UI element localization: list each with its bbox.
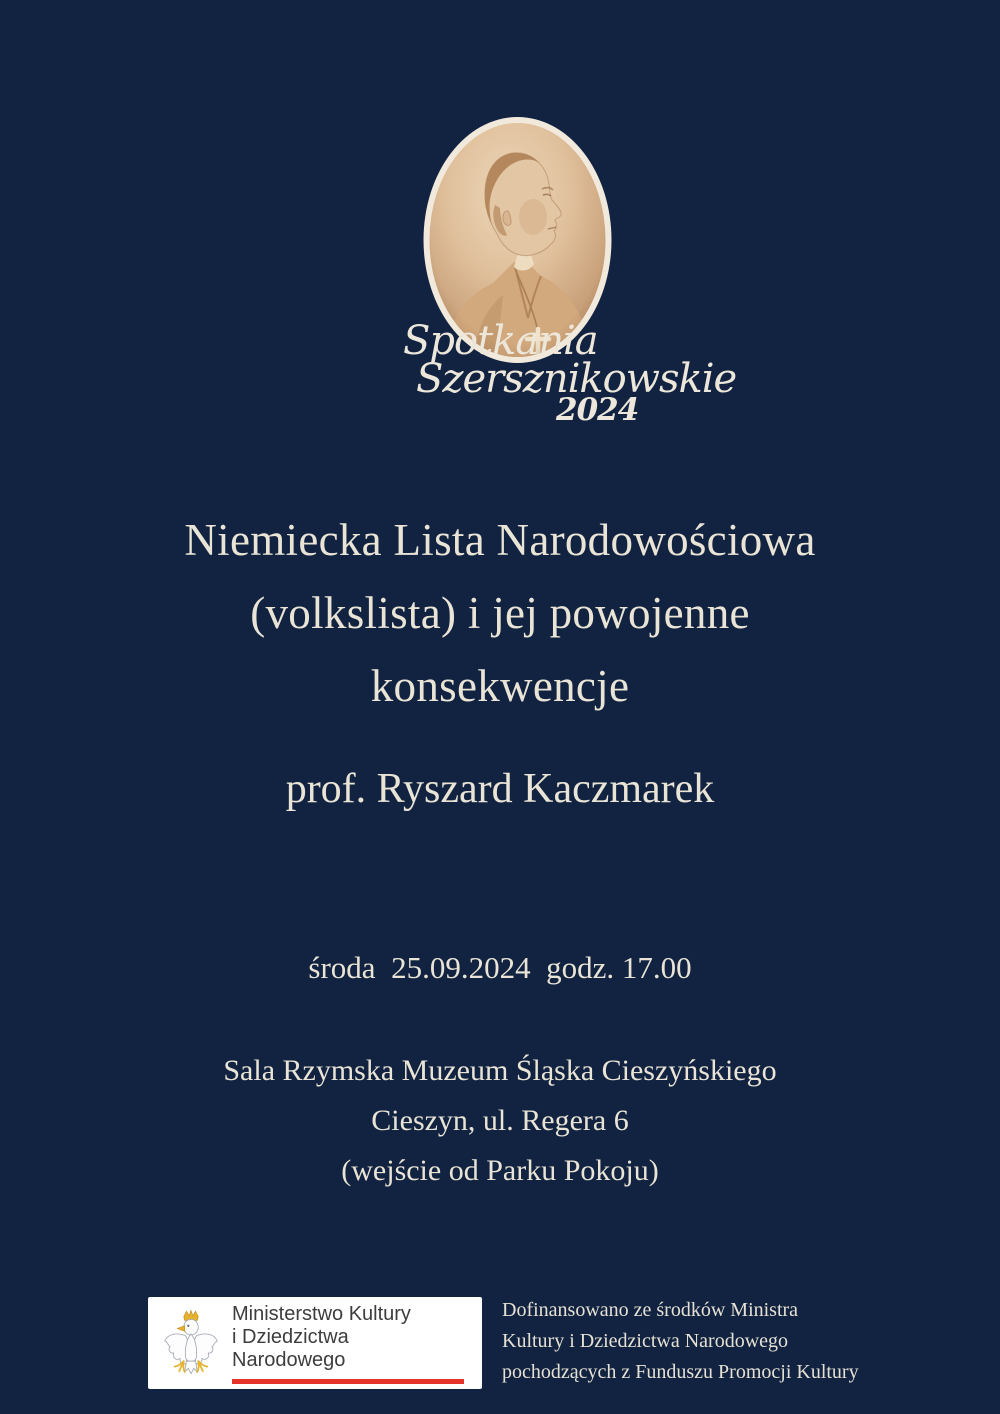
funding-line2: Kultury i Dziedzictwa Narodowego [502, 1330, 789, 1352]
venue-line1: Sala Rzymska Muzeum Śląska Cieszyńskiego [223, 1054, 777, 1087]
ministry-name-line2: i Dziedzictwa Narodowego [232, 1325, 349, 1371]
venue-line3: (wejście od Parku Pokoju) [341, 1154, 659, 1187]
ministry-name [232, 1303, 464, 1384]
speaker-name: prof. Ryszard Kaczmarek [285, 766, 715, 812]
series-year: 2024 [556, 392, 639, 428]
lecture-title-line3: konsekwencje [370, 661, 630, 711]
funding-statement [502, 1295, 859, 1388]
polish-eagle-icon [162, 1307, 220, 1379]
series-title-line1: Spotkania [403, 318, 598, 364]
funding-line1: Dofinansowano ze środków Ministra [502, 1299, 799, 1321]
lecture-title [0, 504, 1000, 723]
event-venue [0, 1046, 1000, 1196]
series-title-line2: Szersznikowskie [416, 356, 737, 402]
event-datetime: środa 25.09.2024 godz. 17.00 [308, 950, 692, 985]
ministry-logo [148, 1297, 482, 1389]
logo-red-bar [232, 1379, 464, 1384]
lecture-title-line1: Niemiecka Lista Narodowościowa [184, 515, 816, 565]
funding-line3: pochodzących z Funduszu Promocji Kultury [502, 1361, 859, 1383]
lecture-title-line2: (volkslista) i jej powojenne [250, 588, 750, 638]
venue-line2: Cieszyn, ul. Regera 6 [371, 1104, 629, 1137]
ministry-name-line1: Ministerstwo Kultury [232, 1302, 411, 1325]
